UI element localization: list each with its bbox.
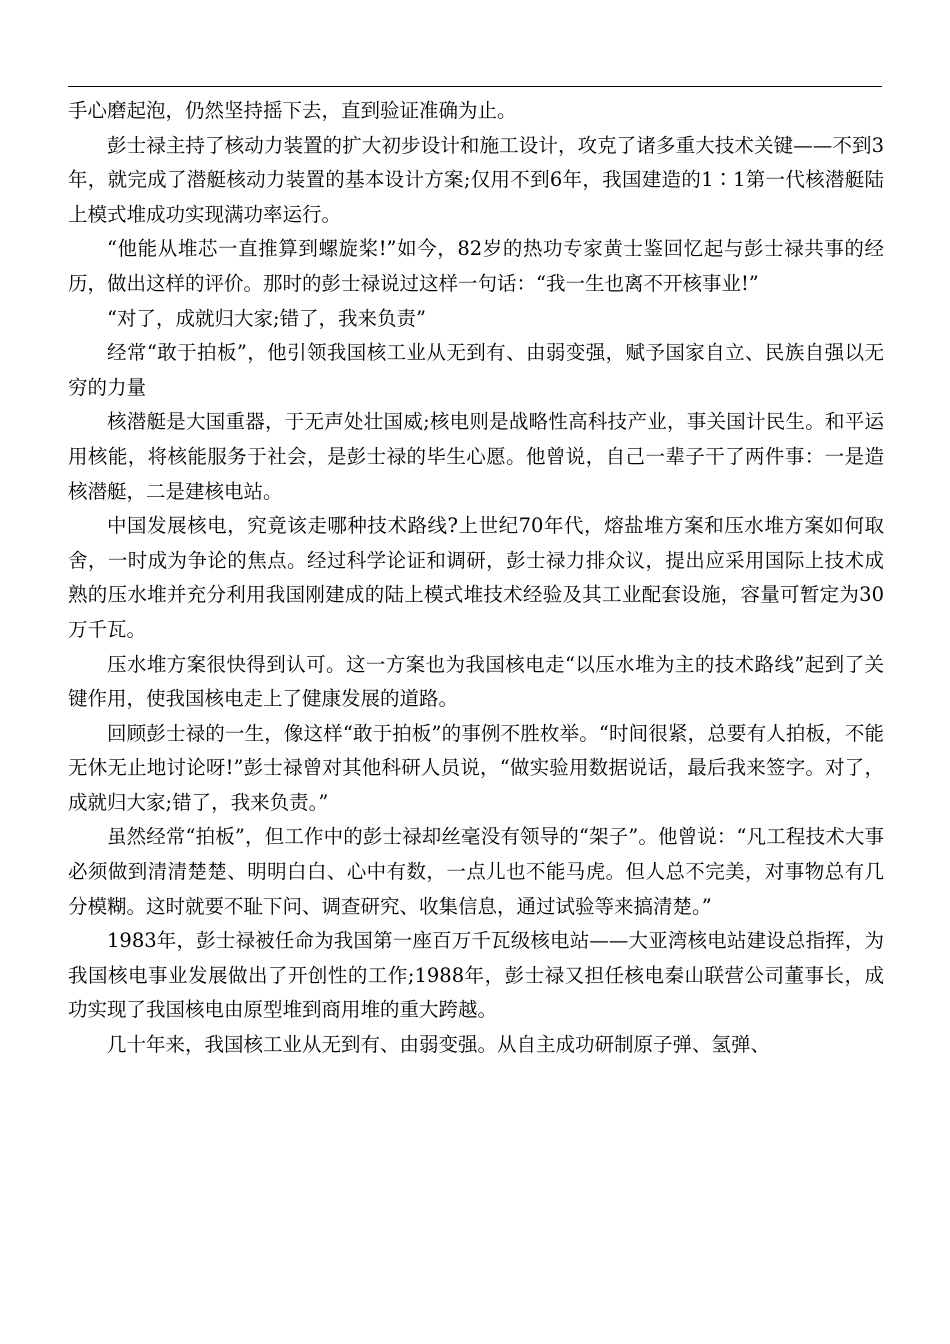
paragraph: 1983年，彭士禄被任命为我国第一座百万千瓦级核电站——大亚湾核电站建设总指挥，为我国核电事业发展做出了开创性的工作;1988年，彭士禄又担任核电秦山联营公司董事长，成功实现了我国核电由原型堆到商用堆的重大跨越。 xyxy=(68,929,884,1022)
article-body xyxy=(68,94,884,1063)
paragraph: 回顾彭士禄的一生，像这样“敢于拍板”的事例不胜枚举。“时间很紧，总要有人拍板，不能无休无止地讨论呀!”彭士禄曾对其他科研人员说，“做实验用数据说话，最后我来签字。对了，成就归大家;错了，我来负责。” xyxy=(68,721,884,814)
paragraph: 彭士禄主持了核动力装置的扩大初步设计和施工设计，攻克了诸多重大技术关键——不到3年，就完成了潜艇核动力装置的基本设计方案;仅用不到6年，我国建造的1∶1第一代核潜艇陆上模式堆成功实现满功率运行。 xyxy=(68,133,884,226)
paragraph: “他能从堆芯一直推算到螺旋桨!”如今，82岁的热功专家黄士鉴回忆起与彭士禄共事的经历，做出这样的评价。那时的彭士禄说过这样一句话：“我一生也离不开核事业!” xyxy=(68,237,884,295)
section-heading: “对了，成就归大家;错了，我来负责” xyxy=(107,306,427,330)
paragraph: 核潜艇是大国重器，于无声处壮国威;核电则是战略性高科技产业，事关国计民生。和平运用核能，将核能服务于社会，是彭士禄的毕生心愿。他曾说，自己一辈子干了两件事：一是造核潜艇，二是建核电站。 xyxy=(68,410,884,503)
header-rule xyxy=(68,86,882,87)
paragraph: 手心磨起泡，仍然坚持摇下去，直到验证准确为止。 xyxy=(68,99,517,122)
paragraph: 几十年来，我国核工业从无到有、由弱变强。从自主成功研制原子弹、氢弹、 xyxy=(107,1033,771,1057)
section-subheading: 经常“敢于拍板”，他引领我国核工业从无到有、由弱变强，赋予国家自立、民族自强以无穷的力量 xyxy=(68,341,884,399)
paragraph: 压水堆方案很快得到认可。这一方案也为我国核电走“以压水堆为主的技术路线”起到了关键作用，使我国核电走上了健康发展的道路。 xyxy=(68,652,884,711)
paragraph: 虽然经常“拍板”，但工作中的彭士禄却丝毫没有领导的“架子”。他曾说：“凡工程技术大事必须做到清清楚楚、明明白白、心中有数，一点儿也不能马虎。但人总不完美，对事物总有几分模糊。这时就要不耻下问、调查研究、收集信息，通过试验等来搞清楚。” xyxy=(68,825,884,918)
paragraph: 中国发展核电，究竟该走哪种技术路线?上世纪70年代，熔盐堆方案和压水堆方案如何取舍，一时成为争论的焦点。经过科学论证和调研，彭士禄力排众议，提出应采用国际上技术成熟的压水堆并充分利用我国刚建成的陆上模式堆技术经验及其工业配套设施，容量可暂定为30万千瓦。 xyxy=(68,514,884,641)
